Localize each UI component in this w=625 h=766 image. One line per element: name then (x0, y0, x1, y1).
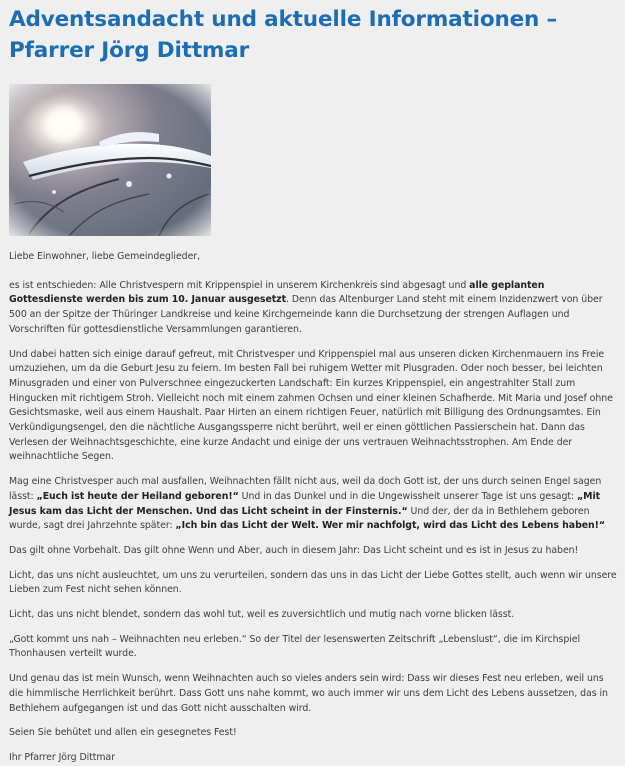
paragraph-4: Das gilt ohne Vorbehalt. Das gilt ohne Wenn und Aber, auch in diesem Jahr: Das Licht scheint und es ist in Jesus zu haben! (9, 544, 579, 556)
paragraph-2: Und dabei hatten sich einige darauf gefreut, mit Christvesper und Krippenspiel mal aus unseren dicken Kirchenmauern ins Freie umzuziehen, um da die Geburt Jesu zu feiern. Im besten Fall bei ruhigem Wetter mit Plusgraden. Oder noch besser, bei leichten Minusgraden und einer von Pulverschnee eingezuckerten Landschaft: Ein kurzes Krippenspiel, ein angestrahlter Stall zum Hingucken mit richtigem Stroh. Vielleicht noch mit einem zahmen Ochsen und einer kleinen Schafherde. Mit Maria und Josef ohne Gesichtsmaske, weil aus einem Haushalt. Paar Hirten an einem richtigen Feuer, natürlich mit Billigung des Ordnungsamtes. Ein Verkündigungsengel, den die nächtliche Ausgangssperre nicht berührt, weil er einen göttlichen Passierschein hat. Dann das Verlesen der Weihnachtsgeschichte, eine kurze Andacht und einige der uns vertrauen Weihnachtsstrophen. Am Ende der weihnachtliche Segen. (9, 348, 613, 463)
winter-photo (9, 84, 211, 236)
closing-wish: Seien Sie behütet und allen ein gesegnetes Fest! (9, 727, 237, 739)
paragraph-6: Licht, das uns nicht blendet, sondern das wohl tut, weil es zuversichtlich und mutig nach vorne blicken lässt. (9, 609, 515, 621)
paragraph-7: „Gott kommt uns nah – Weihnachten neu erleben.“ So der Titel der lesenswerten Zeitschrift „Lebenslust“, die im Kirchspiel Thonhausen verteilt wurde. (9, 633, 581, 660)
paragraph-3: Mag eine Christvesper auch mal ausfallen, Weihnachten fällt nicht aus, weil da doch Gott ist, der uns durch seinen Engel sagen lässt: „Euch ist heute der Heiland geboren!“ Und in das Dunkel und in die Ungewissheit unserer Tage ist uns gesagt: „Mit Jesus kam das Licht der Menschen. Und das Licht scheint in der Finsternis.“ Und der, der da in Bethlehem geboren wurde, sagt drei Jahrzehnte später: „Ich bin das Licht der Welt. Wer mir nachfolgt, wird das Licht des Lebens haben!“ (9, 476, 606, 532)
page-title: Adventsandacht und aktuelle Informationen – Pfarrer Jörg Dittmar (9, 7, 558, 63)
quote-heiland: „Euch ist heute der Heiland geboren!“ (36, 490, 239, 502)
paragraph-8: Und genau das ist mein Wunsch, wenn Weihnachten auch so vieles anders sein wird: Dass wir dieses Fest neu erleben, weil uns die himmlische Herrlichkeit berührt. Dass Gott uns nahe kommt, wo auch immer wir uns dem Licht des Lebens aussetzen, das in Bethlehem aufgegangen ist und das Gott nicht ausschalten wird. (9, 673, 608, 714)
signature: Ihr Pfarrer Jörg Dittmar (9, 751, 116, 763)
paragraph-1: es ist entschieden: Alle Christvespern mit Krippenspiel in unserem Kirchenkreis sind abgesagt und alle geplanten Gottesdienste werden bis zum 10. Januar ausgesetzt. Denn das Altenburger Land steht mit einem Inzidenzwert von über 500 an der Spitze der Thüringer Landkreise und keine Kirchgemeinde kann die Durchsetzung der strengen Auflagen und Vorschriften für gottesdienstliche Versammlungen garantieren. (9, 279, 603, 335)
emphasis-services-suspended: alle geplanten Gottesdienste werden bis zum 10. Januar ausgesetzt (9, 279, 545, 306)
article-body (9, 250, 617, 766)
article-image (9, 84, 211, 236)
paragraph-5: Licht, das uns nicht ausleuchtet, um uns zu verurteilen, sondern das uns in das Licht der Liebe Gottes stellt, auch wenn wir unsere Lieben zum Fest nicht sehen können. (9, 569, 617, 596)
quote-licht-der-welt: „Ich bin das Licht der Welt. Wer mir nachfolgt, wird das Licht des Lebens haben!“ (175, 520, 606, 532)
greeting: Liebe Einwohner, liebe Gemeindeglieder, (9, 251, 201, 262)
quote-licht-der-menschen: „Mit Jesus kam das Licht der Menschen. Und das Licht scheint in der Finsternis.“ (9, 490, 601, 517)
